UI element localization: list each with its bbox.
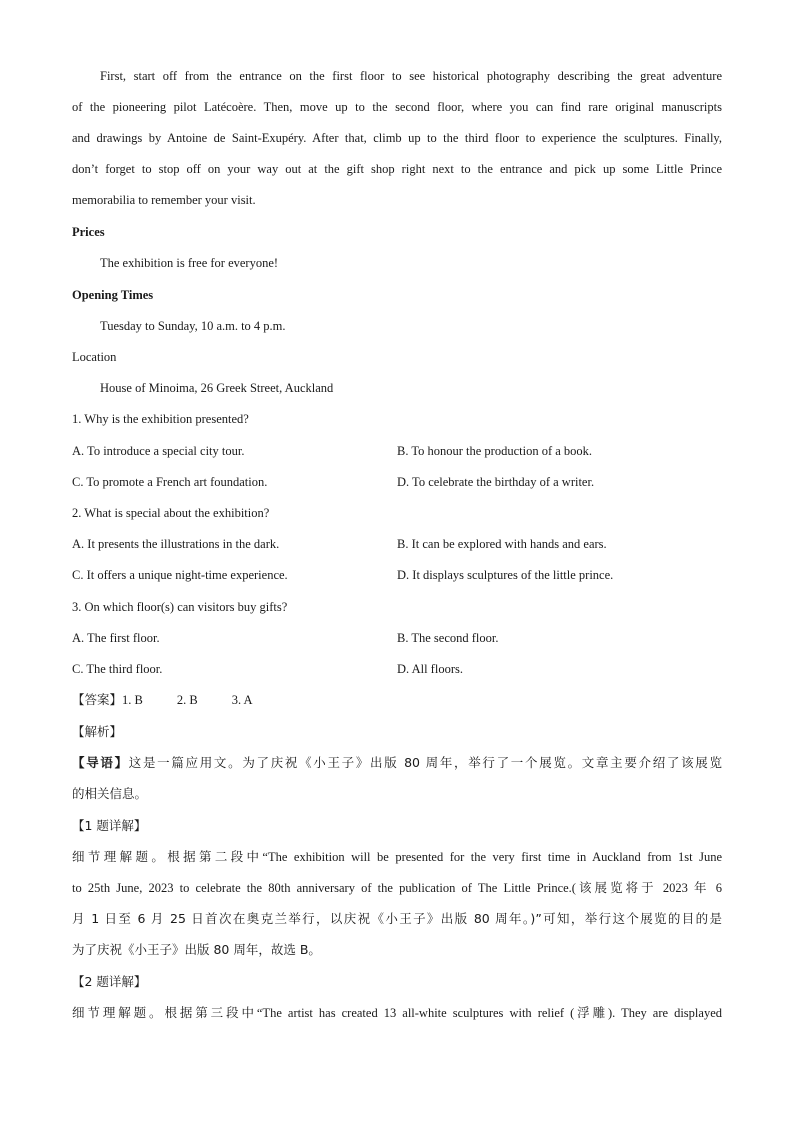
answer-line xyxy=(72,691,253,709)
location-heading: Location xyxy=(72,350,117,364)
intro-line-2: 的相关信息。 xyxy=(72,786,148,801)
q1-option-d: D. To celebrate the birthday of a writer. xyxy=(397,475,595,489)
analysis-label: 【解析】 xyxy=(72,724,123,739)
passage-line: don’t forget to stop off on your way out at the gift shop right next to the entrance and pick up some Little Prince xyxy=(72,162,722,176)
opening-times-heading: Opening Times xyxy=(72,288,154,302)
prices-text: The exhibition is free for everyone! xyxy=(100,256,279,270)
question-stem-1: 1. Why is the exhibition presented? xyxy=(72,412,249,426)
detail1-text: 月 1 日至 6 月 25 日首次在奥克兰举行，以庆祝《小王子》出版 80 周年。)”可知，举行这个展览的目的是 xyxy=(72,911,722,926)
passage-line: and drawings by Antoine de Saint-Exupéry. After that, climb up to the third floor to experience the sculptures. Finally, xyxy=(72,131,722,145)
detail1-line xyxy=(72,879,722,897)
detail1-line xyxy=(72,910,722,928)
passage-line: of the pioneering pilot Latécoère. Then, move up to the second floor, where you can find rare original manuscripts xyxy=(72,100,722,114)
q3-option-d: D. All floors. xyxy=(397,662,463,676)
intro-label: 【导语】 xyxy=(72,755,129,770)
answer-item: 3. A xyxy=(231,693,253,707)
q1-option-b: B. To honour the production of a book. xyxy=(397,444,593,458)
detail1-text: 细节理解题。根据第二段中“The exhibition will be presented for the very first time in Auckland from 1st June xyxy=(72,850,722,864)
q2-option-d: D. It displays sculptures of the little prince. xyxy=(397,568,614,582)
answer-label: 【答案】 xyxy=(72,692,123,707)
intro-text: 这是一篇应用文。为了庆祝《小王子》出版 80 周年，举行了一个展览。文章主要介绍了该展览 xyxy=(128,755,722,770)
q2-option-a: A. It presents the illustrations in the dark. xyxy=(72,537,280,551)
passage-line: memorabilia to remember your visit. xyxy=(72,193,256,207)
detail2-label: 【2 题详解】 xyxy=(72,974,147,989)
question-stem-3: 3. On which floor(s) can visitors buy gifts? xyxy=(72,600,288,614)
detail2-line xyxy=(72,1004,722,1022)
detail1-line xyxy=(72,848,722,866)
question-stem-2: 2. What is special about the exhibition? xyxy=(72,506,270,520)
q1-option-c: C. To promote a French art foundation. xyxy=(72,475,268,489)
prices-heading: Prices xyxy=(72,225,105,239)
passage-line: First, start off from the entrance on the first floor to see historical photography describing the great adventure xyxy=(100,69,722,83)
q3-option-c: C. The third floor. xyxy=(72,662,163,676)
q3-option-b: B. The second floor. xyxy=(397,631,499,645)
answer-item: 1. B xyxy=(122,693,143,707)
q3-option-a: A. The first floor. xyxy=(72,631,160,645)
q1-option-a: A. To introduce a special city tour. xyxy=(72,444,245,458)
q2-option-b: B. It can be explored with hands and ears. xyxy=(397,537,607,551)
detail2-text: 细节理解题。根据第三段中“The artist has created 13 all-white sculptures with relief (浮雕). They are displayed xyxy=(72,1006,722,1020)
location-text: House of Minoima, 26 Greek Street, Auckland xyxy=(100,381,334,395)
opening-times-text: Tuesday to Sunday, 10 a.m. to 4 p.m. xyxy=(100,319,286,333)
detail1-text: to 25th June, 2023 to celebrate the 80th anniversary of the publication of The Little Prince.(该展览将于 2023 年 6 xyxy=(72,881,722,895)
detail1-label: 【1 题详解】 xyxy=(72,818,147,833)
detail1-line: 为了庆祝《小王子》出版 80 周年，故选 B。 xyxy=(72,942,321,957)
intro-line xyxy=(72,754,722,772)
q2-option-c: C. It offers a unique night-time experience. xyxy=(72,568,288,582)
answer-item: 2. B xyxy=(176,693,198,707)
